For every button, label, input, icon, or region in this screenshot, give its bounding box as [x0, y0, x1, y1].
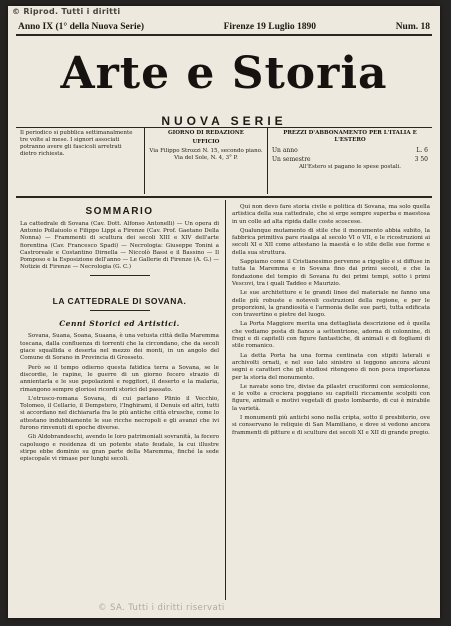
article-paragraph: Sappiamo come il Cristianesimo pervenne a rigoglio e si diffuse in tutta la Maremma e in Sovana fino dai primi secoli, e che la fondazione del tempio di Sovana fu dei primi tempi, sotto i primi Vescovi, tra i quali Taddeo e Maurizio.: [232, 259, 430, 287]
article-paragraph: Però se il tempo odierno questa fatidica terra a Sovana, se le discordie, le rapine, le guerre di un giorno fecero strazio di annientarla e le sue popolazioni e reggitori, il deserto e la malaria, rimangono sempre gloriosi ricordi storici del passato.: [20, 364, 219, 393]
price-row: Un semestre 3 50: [272, 156, 428, 163]
publication-info: [16, 128, 432, 194]
info-bottom-rule: [16, 196, 432, 198]
left-column: [18, 200, 221, 600]
article-subtitle: Cenni Storici ed Artistici.: [59, 319, 180, 329]
section-divider: [90, 310, 150, 311]
office-info: GIORNO DI REDAZIONE UFFICIO Via Filippo Strozzi N. 15, secondo piano. Via del Sole, N. 4, 3° P.: [144, 128, 268, 194]
column-separator: [225, 200, 226, 600]
article-paragraph: Le navate sono tre, divise da pilastri cruciformi con semicolonne, e le volte a crociera poggiano su capitelli riccamente scolpiti con figure, animali e motivi vegetali di gusto lombardo, di cui è mirabile la varietà.: [232, 383, 430, 412]
publication-note: Il periodico si pubblica settimanalmente tre volte al mese. I signori associati potranno avere gli fascicoli arretrati dietro richiesta.: [20, 130, 133, 157]
newspaper-subtitle: NUOVA SERIE: [161, 114, 287, 128]
article-paragraph: Gli Aldobrandeschi, avendo le loro patrimoniali sovranità, la fecero capoluogo e residenza di un potente stato feudale, la cui illustre stirpe ebbe dominio su gran parte della Maremma, finché la sede episcopale vi rimase per lunghi secoli.: [20, 434, 219, 463]
issue-number: Num. 18: [395, 21, 430, 32]
issue-date: Firenze 19 Luglio 1890: [223, 21, 317, 32]
article-title: LA CATTEDRALE DI SOVANA.: [52, 296, 187, 307]
article-paragraph: Le sue architetture e le grandi linee del materiale ne fanno una delle più robuste e notevoli costruzioni della regione, e per le proporzioni, la grandiosità e l'armonia delle sue parti, tutta edificata con travertino e pietre del luogo.: [232, 290, 430, 319]
article-paragraph: La detta Porta ha una forma centinata con stipiti laterali e archivolti ornati, e nel suo lato sinistro si leggono ancora alcuni segni e caratteri che gli studiosi ritengono di non poca importanza per la storia del monumento.: [232, 352, 430, 381]
article-paragraph: L'etrusco-romana Sovana, di cui parlano Plinio il Vecchio, Tolomeo, il Cellario, il Dempstero, l'Inghirami, il Denuis ed altri, tutti si accordano nel dichiararla fra le più antiche città etrusche, come lo attestano indubbiamente le sue ricche necropoli e gli avanzi che ivi furono rinvenuti di epoche diverse.: [20, 395, 219, 431]
subscription-prices: PREZZI D'ABBONAMENTO PER L'ITALIA E L'ESTERO Un anno L. 6 Un semestre 3 50 All'Estero si pagano le spese postali.: [272, 130, 428, 170]
right-column: [230, 200, 432, 600]
copyright-stamp: © Riprod. Tutti i diritti: [12, 7, 121, 16]
article-paragraph: Qualunque mutamento di stile che il monumento abbia subito, la fabbrica primitiva pare risalga al secolo VI o VII, e le ricostruzioni ai secoli XI e XII come attestano la maestà e lo stile delle sue forme e della sua struttura.: [232, 227, 430, 256]
article-paragraph: Sovana, Suana, Soana, Suaana, è una vetusta città della Maremma toscana, dalla confluenza di torrenti che la circondano, che da secoli giace squallida e deserta nel mezzo dei monti, in un angolo del Comune di Sorano in Provincia di Grosseto.: [20, 333, 219, 362]
newspaper-title: Arte e Storia: [60, 48, 388, 99]
newspaper-page: [8, 6, 440, 618]
masthead-rule: [16, 34, 432, 36]
price-row: Un anno L. 6: [272, 147, 428, 154]
sommario-text: La cattedrale di Sovana (Cav. Dott. Alfonso Antonelli) — Un opera di Antonio Pollaiuolo e Filippo Lippi a Firenze (Cav. Prof. Gaetano Della Nonna) — Frammenti di scultura dei secoli XIII e XIV dell'arte fiorentina (Cav. Francesco Spadi) — Necrologia: Giuseppe Tonini a Castroreale e Costantino Dirnella — Niccolò Bassi e il Bassino — Il Pomposo e la Esposizione dell'anno — Le Gallerie di Firenze (A. G.) — Notizie di Firenze — Necrologia (G. C.): [20, 221, 219, 271]
section-divider: [90, 275, 150, 276]
issue-volume: Anno IX (1° della Nuova Serie): [18, 21, 144, 32]
sommario-heading: SOMMARIO: [85, 206, 154, 217]
article-paragraph: La Porta Maggiore merita una dettagliata descrizione ed è quella che vediamo posta di fianco a settentrione, adorna di colonnine, di fregi e di capitelli con figure fantastiche, di animali e di fogliami di stile romanico.: [232, 321, 430, 350]
masthead-line: [18, 20, 430, 33]
watermark: © SA. Tutti i diritti riservati: [98, 603, 225, 613]
article-paragraph: Qui non devo fare storia civile e politica di Sovana, ma solo quella artistica della sua cattedrale, che si erge sempre superba e maestosa in un colle ad alta ripida dalle coste scoscese.: [232, 204, 430, 225]
article-paragraph: I monumenti più antichi sono nella cripta, sotto il presbiterio, ove si conservano le reliquie di San Mamiliano, e dove si vedono ancora frammenti di pitture e di sculture dei secoli XI e XII di grande pregio.: [232, 415, 430, 436]
